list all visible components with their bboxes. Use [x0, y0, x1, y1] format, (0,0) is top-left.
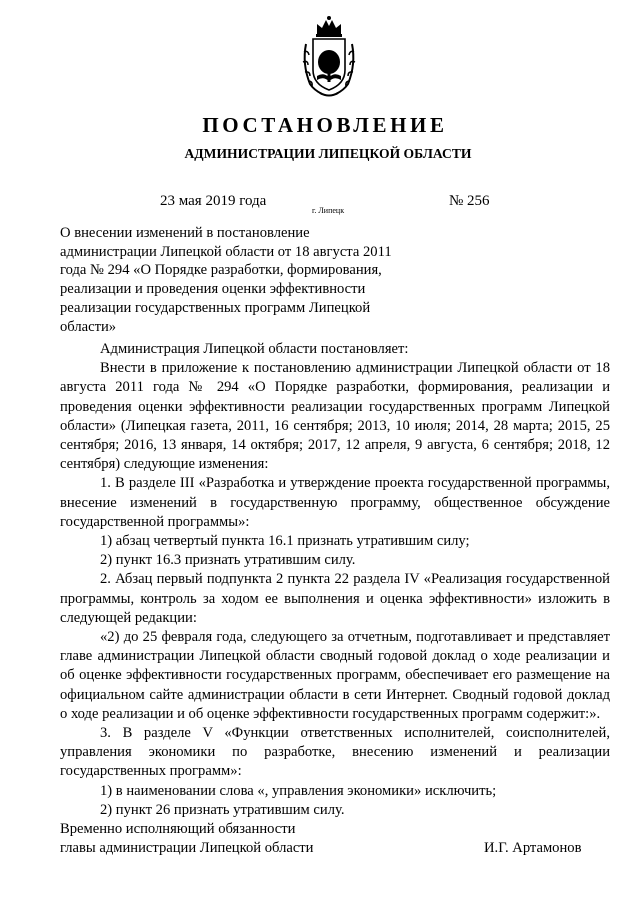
issuing-authority: АДМИНИСТРАЦИИ ЛИПЕЦКОЙ ОБЛАСТИ: [184, 146, 472, 161]
signatory-name: И.Г. Артамонов: [484, 840, 582, 856]
signature-position-line2: главы администрации Липецкой области: [60, 840, 314, 856]
document-body: [60, 340, 610, 820]
paragraph: Внести в приложение к постановлению администрации Липецкой области от 18 августа 2011 года № 294 «О Порядке разработки, формирования, реализации и проведения оценки эффективности реализации государственных программ Липецкой области» (Липецкая газета, 2011, 16 сентября; 2013, 10 июля; 2014, 28 марта; 2015, 25 сентября; 2016, 13 января, 14 октября; 2017, 12 апреля, 9 августа, 6 сентября; 2018, 12 сентября) следующие изменения:: [60, 360, 610, 473]
document-title: ПОСТАНОВЛЕНИЕ: [202, 113, 448, 137]
paragraph: 3. В разделе V «Функции ответственных исполнителей, соисполнителей, управления экономики по разработке, внесению изменений и реализации государственных программ»:: [60, 725, 610, 780]
paragraph: 1. В разделе III «Разработка и утверждение проекта государственной программы, внесение изменений в государственную программу, общественное обсуждение государственной программы»:: [60, 475, 610, 530]
paragraph: 2) пункт 16.3 признать утратившим силу.: [100, 552, 356, 569]
signature-position-line1: Временно исполняющий обязанности: [60, 821, 296, 837]
document-city: г. Липецк: [312, 206, 345, 215]
paragraph: 2. Абзац первый подпункта 2 пункта 22 раздела IV «Реализация государственной программы, контроль за ходом ее выполнения и оценка эффективности» изложить в следующей редакции:: [60, 571, 610, 626]
paragraph: «2) до 25 февраля года, следующего за отчетным, подготавливает и представляет главе администрации Липецкой области сводный годовой доклад о ходе реализации и об оценке эффективности государственных программ, обеспечивает его размещение на официальном сайте администрации области в сети Интернет. Сводный годовой доклад о ходе реализации и об оценке эффективности государственных программ содержит:».: [60, 629, 610, 722]
paragraph: 2) пункт 26 признать утратившим силу.: [100, 801, 345, 818]
document-number: № 256: [449, 193, 490, 209]
document-date: 23 мая 2019 года: [160, 193, 267, 209]
coat-of-arms-icon: [300, 14, 358, 98]
paragraph: 1) в наименовании слова «, управления экономики» исключить;: [100, 782, 497, 799]
signature-block: [60, 820, 314, 858]
paragraph: Администрация Липецкой области постановляет:: [100, 341, 409, 357]
document-subject: О внесении изменений в постановление администрации Липецкой области от 18 августа 2011 года № 294 «О Порядке разработки, формирования, реализации и проведения оценки эффективности реализации государственных программ Липецкой области»: [60, 225, 392, 335]
paragraph: 1) абзац четвертый пункта 16.1 признать утратившим силу;: [100, 533, 470, 550]
